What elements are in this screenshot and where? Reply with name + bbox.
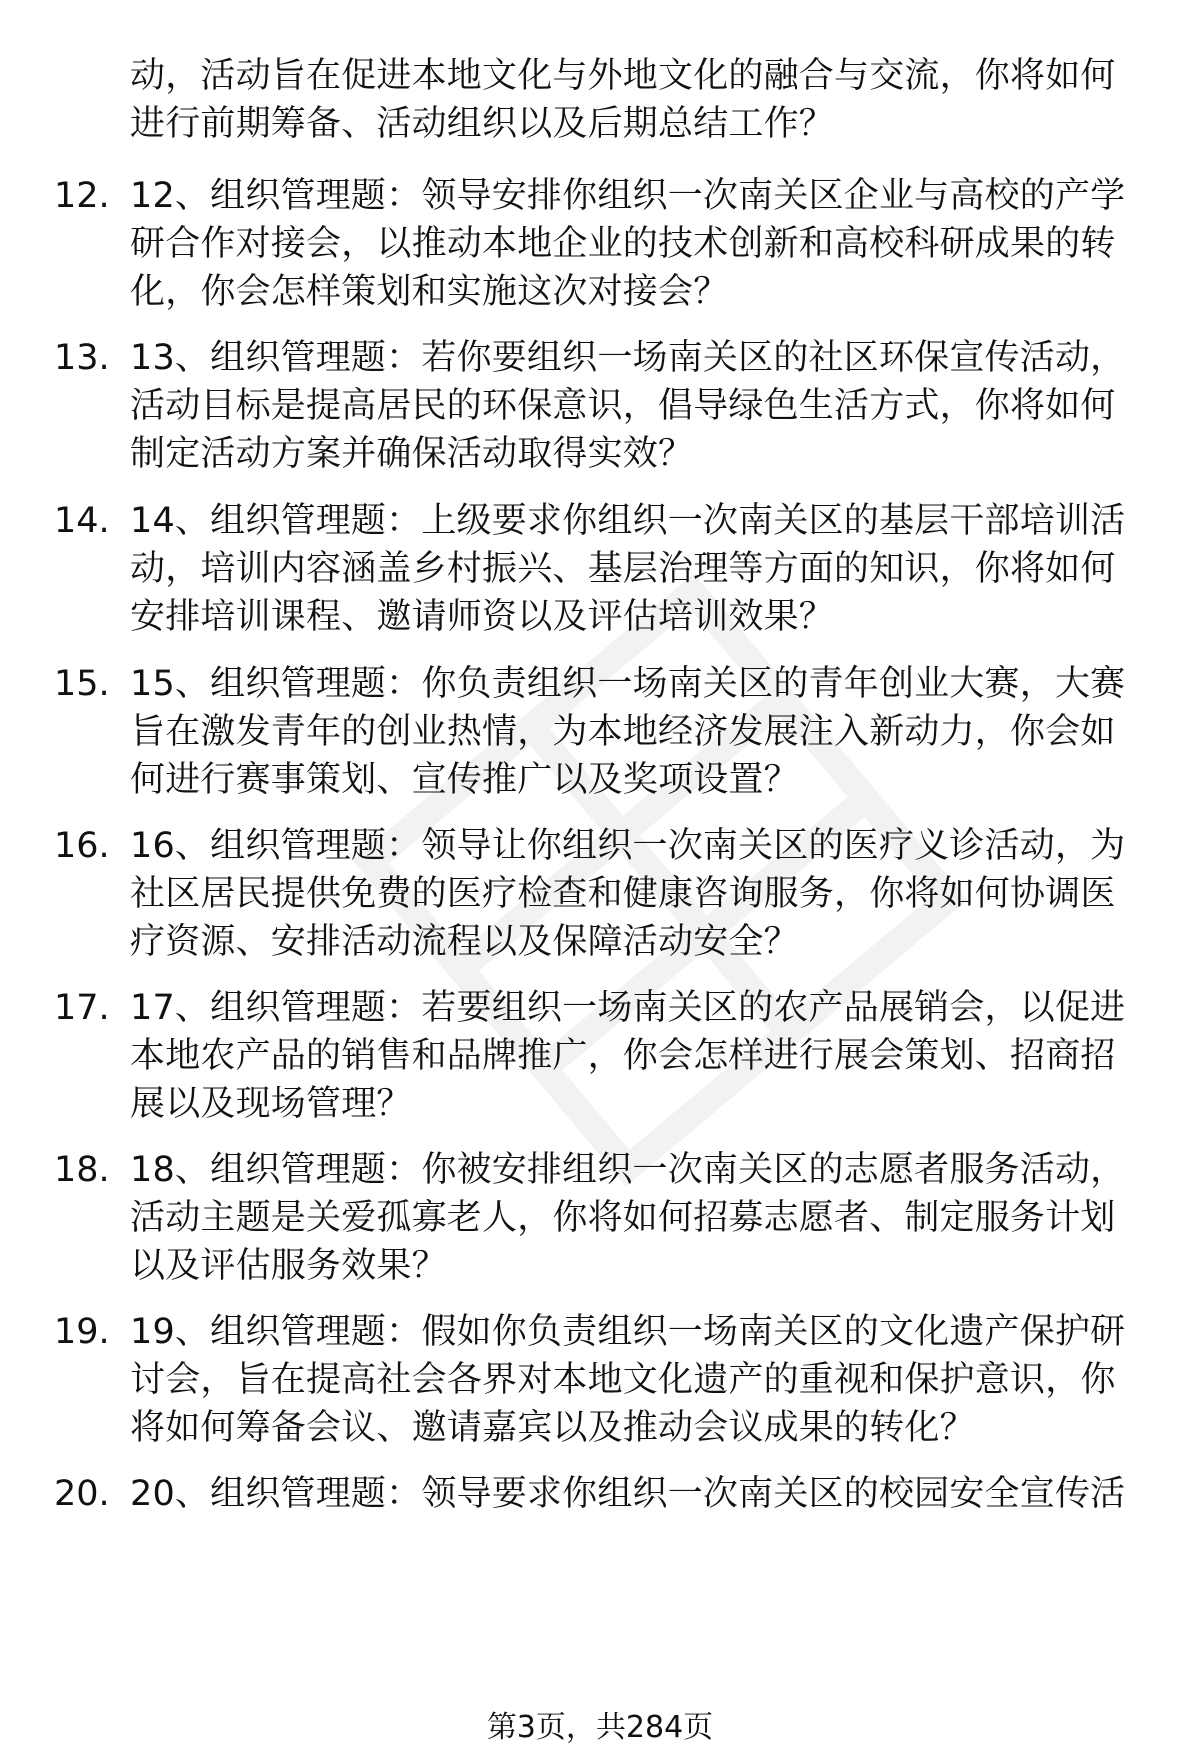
text-line: 动，培训内容涵盖乡村振兴、基层治理等方面的知识，你将如何	[130, 549, 1116, 589]
text-line: 动，活动旨在促进本地文化与外地文化的融合与交流，你将如何	[130, 56, 1116, 96]
text-line: 13、组织管理题：若你要组织一场南关区的社区环保宣传活动，	[130, 338, 1126, 378]
text-line: 19、组织管理题：假如你负责组织一场南关区的文化遗产保护研	[130, 1312, 1126, 1352]
text-line: 12、组织管理题：领导安排你组织一次南关区企业与高校的产学	[130, 176, 1126, 216]
text-line: 讨会，旨在提高社会各界对本地文化遗产的重视和保护意识，你	[130, 1360, 1116, 1400]
text-line: 展以及现场管理？	[130, 1084, 412, 1124]
text-line: 安排培训课程、邀请师资以及评估培训效果？	[130, 597, 835, 637]
item-number: 19.	[54, 1312, 110, 1352]
item-number: 20.	[54, 1474, 110, 1514]
text-line: 疗资源、安排活动流程以及保障活动安全？	[130, 922, 799, 962]
text-line: 将如何筹备会议、邀请嘉宾以及推动会议成果的转化？	[130, 1408, 975, 1448]
text-line: 15、组织管理题：你负责组织一场南关区的青年创业大赛，大赛	[130, 664, 1126, 704]
text-line: 旨在激发青年的创业热情，为本地经济发展注入新动力，你会如	[130, 712, 1116, 752]
item-number: 17.	[54, 988, 110, 1028]
text-line: 20、组织管理题：领导要求你组织一次南关区的校园安全宣传活	[130, 1474, 1126, 1514]
text-line: 本地农产品的销售和品牌推广，你会怎样进行展会策划、招商招	[130, 1036, 1116, 1076]
item-number: 15.	[54, 664, 110, 704]
text-line: 制定活动方案并确保活动取得实效？	[130, 434, 694, 474]
item-number: 16.	[54, 826, 110, 866]
text-line: 活动目标是提高居民的环保意识，倡导绿色生活方式，你将如何	[130, 386, 1116, 426]
text-line: 18、组织管理题：你被安排组织一次南关区的志愿者服务活动，	[130, 1150, 1126, 1190]
text-line: 何进行赛事策划、宣传推广以及奖项设置？	[130, 760, 799, 800]
text-line: 研合作对接会，以推动本地企业的技术创新和高校科研成果的转	[130, 224, 1116, 264]
text-line: 14、组织管理题：上级要求你组织一次南关区的基层干部培训活	[130, 501, 1126, 541]
text-line: 化，你会怎样策划和实施这次对接会？	[130, 272, 729, 312]
item-number: 18.	[54, 1150, 110, 1190]
text-line: 16、组织管理题：领导让你组织一次南关区的医疗义诊活动，为	[130, 826, 1126, 866]
text-line: 以及评估服务效果？	[130, 1246, 447, 1286]
item-number: 13.	[54, 338, 110, 378]
text-line: 17、组织管理题：若要组织一场南关区的农产品展销会，以促进	[130, 988, 1126, 1028]
text-line: 活动主题是关爱孤寡老人，你将如何招募志愿者、制定服务计划	[130, 1198, 1116, 1238]
text-line: 进行前期筹备、活动组织以及后期总结工作？	[130, 104, 835, 144]
item-number: 14.	[54, 501, 110, 541]
item-number: 12.	[54, 176, 110, 216]
page-footer: 第3页，共284页	[486, 1710, 714, 1745]
text-line: 社区居民提供免费的医疗检查和健康咨询服务，你将如何协调医	[130, 874, 1116, 914]
